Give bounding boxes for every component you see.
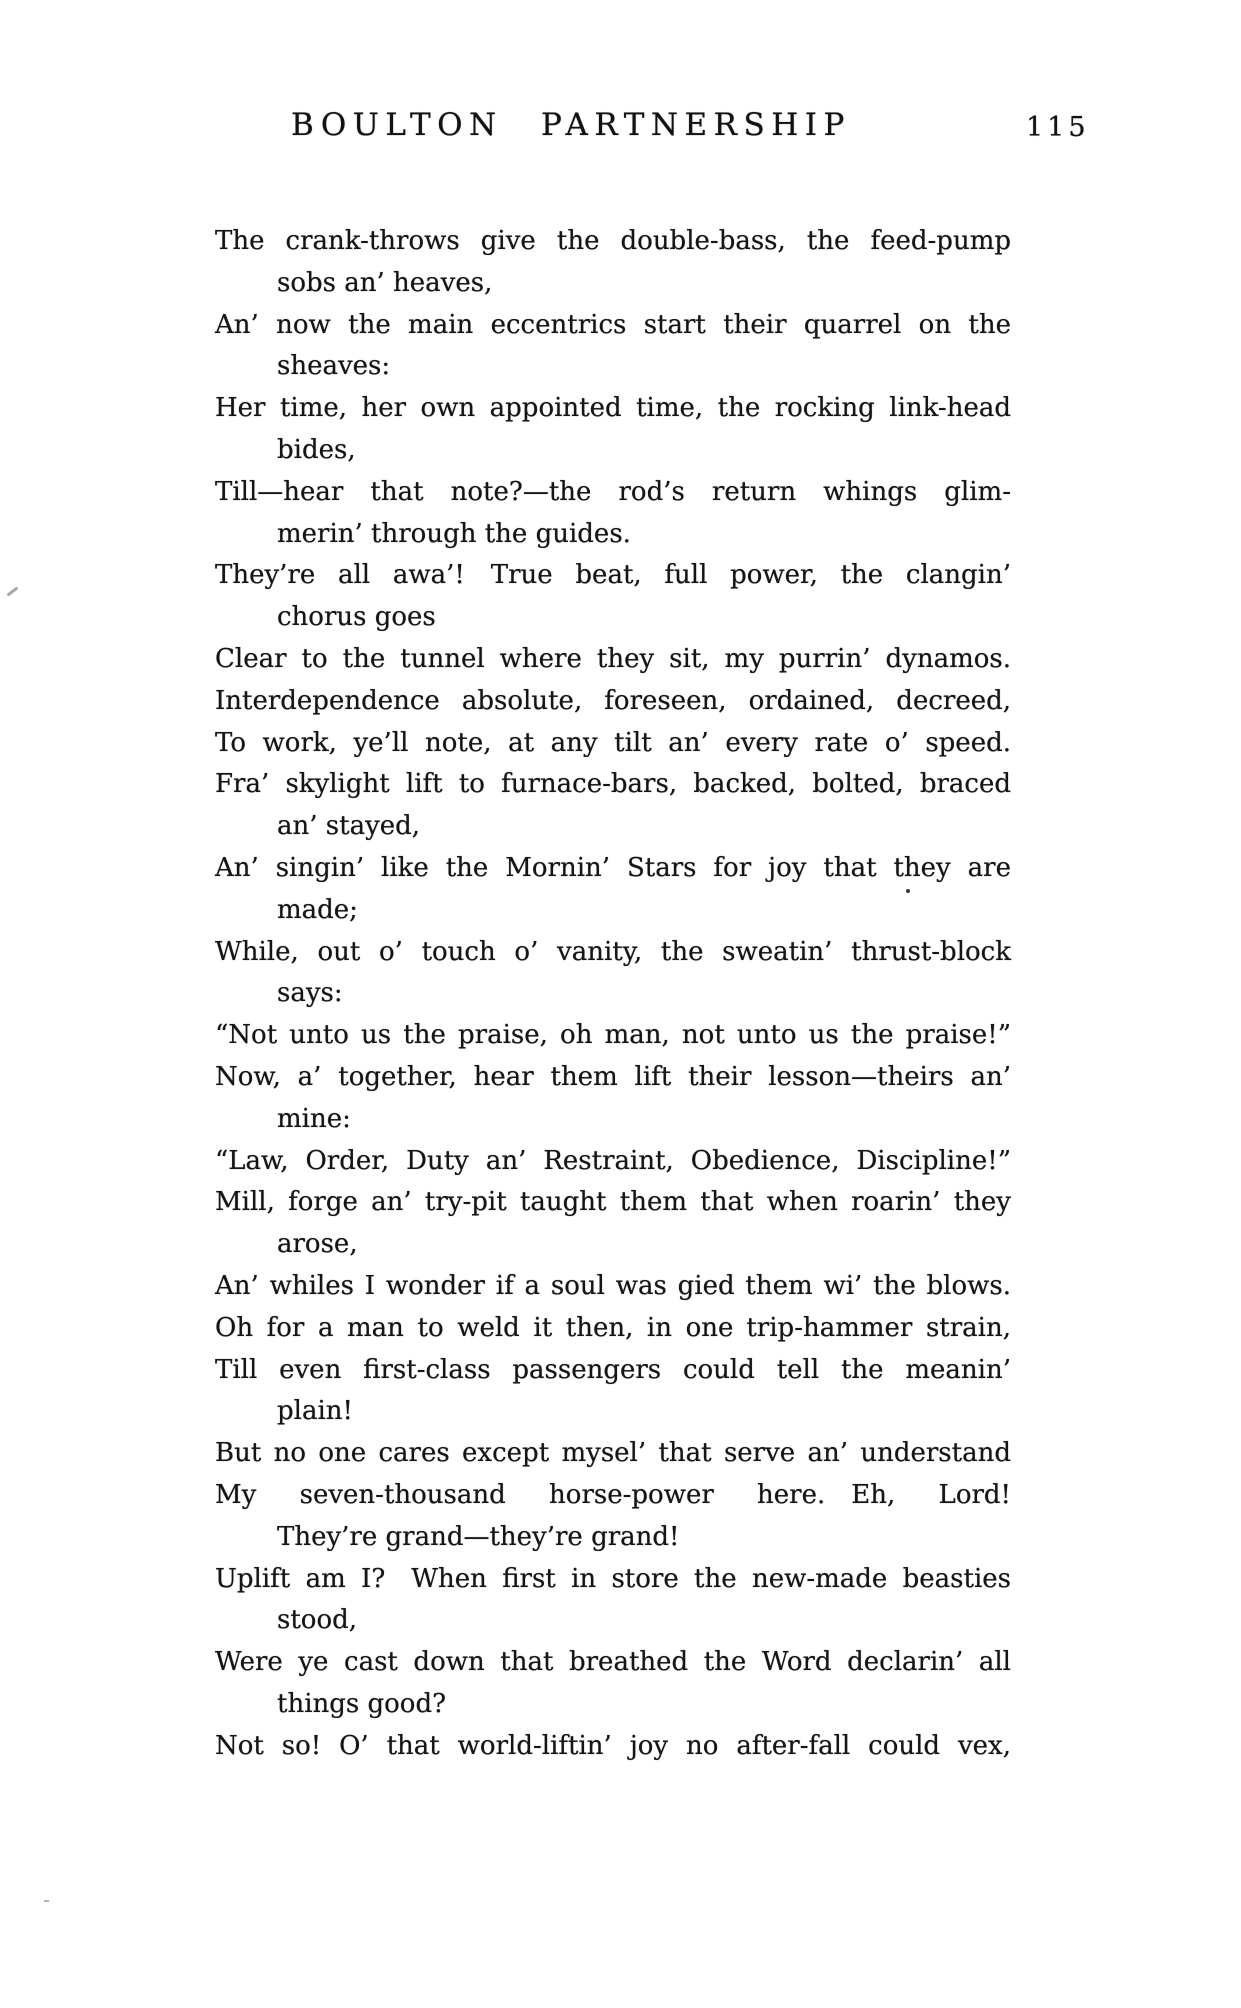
poem-line: “Law, Order, Duty an’ Restraint, Obedience, Discipline!” xyxy=(215,1145,1011,1176)
poem-line: Not so! O’ that world-liftin’ joy no after-fall could vex, xyxy=(215,1730,1011,1761)
poem-line: While, out o’ touch o’ vanity, the sweatin’ thrust-block xyxy=(215,936,1011,967)
poem-line: sobs an’ heaves, xyxy=(277,267,493,298)
poem-line: things good? xyxy=(277,1688,447,1719)
poem-line: merin’ through the guides. xyxy=(277,518,631,549)
scan-dot-bottom-left xyxy=(44,1900,49,1902)
poem-line: Uplift am I? When first in store the new-made beasties xyxy=(215,1563,1011,1594)
running-title: BOULTON PARTNERSHIP xyxy=(291,107,851,143)
poem-line: chorus goes xyxy=(277,602,436,633)
poem-text-block xyxy=(215,221,1011,1767)
page-number: 115 xyxy=(1026,112,1090,143)
poem-line: Interdependence absolute, foreseen, ordained, decreed, xyxy=(215,685,1011,716)
poem-line: Fra’ skylight lift to furnace-bars, backed, bolted, braced xyxy=(215,769,1011,800)
poem-line: An’ whiles I wonder if a soul was gied them wi’ the blows. xyxy=(215,1270,1011,1301)
poem-line: Her time, her own appointed time, the rocking link-head xyxy=(215,393,1011,424)
scan-smudge-left-margin xyxy=(6,586,18,596)
scan-stray-dot xyxy=(906,889,910,893)
poem-line: To work, ye’ll note, at any tilt an’ every rate o’ speed. xyxy=(215,727,1011,758)
poem-line: Oh for a man to weld it then, in one trip-hammer strain, xyxy=(215,1312,1011,1343)
poem-line: plain! xyxy=(277,1396,353,1427)
poem-line: They’re all awa’! True beat, full power, the clangin’ xyxy=(215,560,1011,591)
poem-line: Mill, forge an’ try-pit taught them that when roarin’ they xyxy=(215,1187,1011,1218)
poem-line: The crank-throws give the double-bass, the feed-pump xyxy=(215,226,1011,256)
poem-line: stood, xyxy=(277,1605,358,1636)
poem-line: sheaves: xyxy=(277,351,391,382)
poem-line: mine: xyxy=(277,1103,351,1134)
poem-line: Till—hear that note?—the rod’s return whings glim- xyxy=(215,476,1011,507)
poem-line: bides, xyxy=(277,434,356,465)
poem-line: An’ singin’ like the Mornin’ Stars for joy that they are xyxy=(215,852,1011,883)
poem-line: an’ stayed, xyxy=(277,811,421,842)
poem-line: Clear to the tunnel where they sit, my purrin’ dynamos. xyxy=(215,643,1011,674)
poem-line: “Not unto us the praise, oh man, not unto us the praise!” xyxy=(215,1020,1011,1051)
poem-line: arose, xyxy=(277,1229,358,1260)
poem-line: My seven-thousand horse-power here. Eh, Lord! xyxy=(215,1479,1011,1510)
poem-line: They’re grand—they’re grand! xyxy=(277,1521,680,1552)
poem-line: says: xyxy=(277,978,343,1009)
poem-line: Till even first-class passengers could tell the meanin’ xyxy=(215,1354,1011,1385)
poem-line: Were ye cast down that breathed the Word declarin’ all xyxy=(215,1647,1011,1678)
poem-line: But no one cares except mysel’ that serve an’ understand xyxy=(215,1438,1011,1469)
poem-line: made; xyxy=(277,894,358,925)
poem-line: Now, a’ together, hear them lift their lesson—theirs an’ xyxy=(215,1061,1011,1092)
poem-line: An’ now the main eccentrics start their quarrel on the xyxy=(215,309,1011,340)
